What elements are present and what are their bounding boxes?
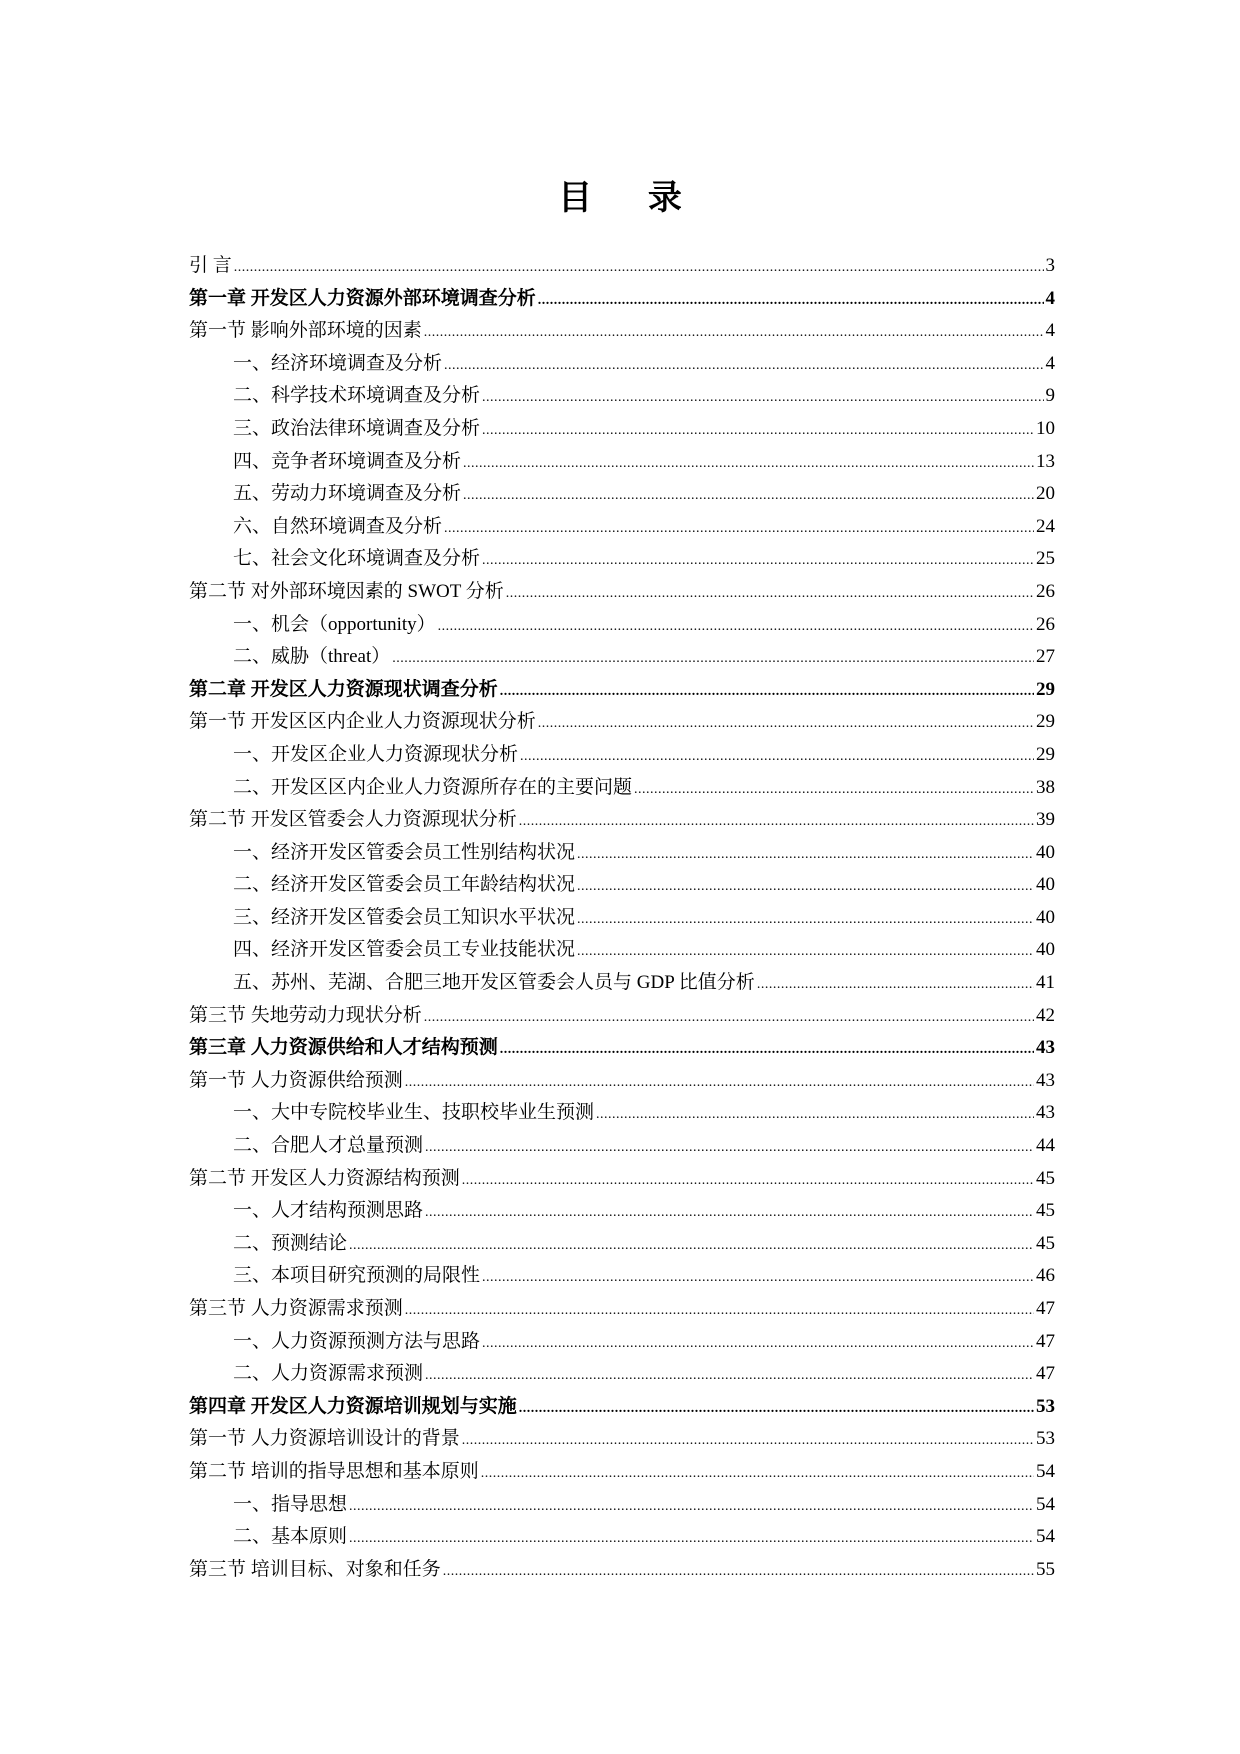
toc-subsection-entry[interactable] bbox=[189, 641, 1055, 674]
toc-subsection-entry[interactable] bbox=[189, 1228, 1055, 1261]
toc-page-number: 47 bbox=[1036, 1330, 1055, 1352]
dot-leader bbox=[405, 1295, 1034, 1328]
dot-leader bbox=[424, 317, 1044, 350]
toc-page-number: 45 bbox=[1036, 1200, 1055, 1222]
toc-subsection-entry[interactable] bbox=[189, 543, 1055, 576]
toc-page-number: 54 bbox=[1036, 1460, 1055, 1482]
dot-leader bbox=[349, 1523, 1034, 1556]
dot-leader bbox=[444, 513, 1034, 546]
toc-entry-title: 一、经济环境调查及分析 bbox=[233, 352, 443, 374]
toc-section-entry[interactable] bbox=[189, 1293, 1055, 1326]
toc-page-number: 46 bbox=[1036, 1265, 1055, 1287]
toc-entry-title: 一、人才结构预测思路 bbox=[233, 1200, 424, 1222]
toc-page-number: 47 bbox=[1036, 1298, 1055, 1319]
dot-leader bbox=[392, 643, 1034, 676]
dot-leader bbox=[634, 774, 1034, 807]
dot-leader bbox=[482, 1262, 1034, 1295]
toc-page-number: 3 bbox=[1045, 255, 1055, 276]
toc-section-entry[interactable] bbox=[189, 804, 1055, 837]
toc-subsection-entry[interactable] bbox=[189, 837, 1055, 870]
toc-subsection-entry[interactable] bbox=[189, 446, 1055, 479]
toc-subsection-entry[interactable] bbox=[189, 511, 1055, 544]
toc-subsection-entry[interactable] bbox=[189, 869, 1055, 902]
toc-page-number: 24 bbox=[1036, 515, 1055, 537]
toc-entry-title: 第三节 失地劳动力现状分析 bbox=[189, 1004, 422, 1026]
toc-subsection-entry[interactable] bbox=[189, 1195, 1055, 1228]
toc-entry-title: 二、预测结论 bbox=[233, 1232, 348, 1254]
toc-page-number: 44 bbox=[1036, 1135, 1055, 1157]
dot-leader bbox=[577, 871, 1034, 904]
dot-leader bbox=[463, 480, 1034, 513]
dot-leader bbox=[405, 1067, 1034, 1100]
toc-entry-title: 第二节 开发区管委会人力资源现状分析 bbox=[189, 809, 517, 831]
dot-leader bbox=[463, 448, 1034, 481]
toc-subsection-entry[interactable] bbox=[189, 967, 1055, 1000]
toc-page-number: 41 bbox=[1036, 972, 1055, 994]
toc-subsection-entry[interactable] bbox=[189, 380, 1055, 413]
toc-entry-title: 四、竞争者环境调查及分析 bbox=[233, 450, 462, 472]
toc-page-number: 47 bbox=[1036, 1363, 1055, 1385]
toc-page-number: 40 bbox=[1036, 939, 1055, 961]
toc-chapter-entry[interactable] bbox=[189, 1032, 1055, 1065]
toc-subsection-entry[interactable] bbox=[189, 1358, 1055, 1391]
toc-page-number: 4 bbox=[1045, 352, 1055, 374]
toc-entry-title: 三、政治法律环境调查及分析 bbox=[233, 417, 481, 439]
toc-subsection-entry[interactable] bbox=[189, 902, 1055, 935]
toc-page-number: 53 bbox=[1036, 1395, 1055, 1417]
toc-page-number: 29 bbox=[1036, 711, 1055, 733]
dot-leader bbox=[519, 806, 1034, 839]
toc-page-number: 25 bbox=[1036, 548, 1055, 570]
toc-entry-title: 二、威胁（threat） bbox=[233, 646, 391, 668]
toc-page-number: 43 bbox=[1036, 1069, 1055, 1091]
toc-subsection-entry[interactable] bbox=[189, 609, 1055, 642]
toc-entry-title: 一、经济开发区管委会员工性别结构状况 bbox=[233, 841, 576, 863]
table-of-contents bbox=[189, 250, 1055, 1586]
dot-leader bbox=[234, 252, 1044, 285]
toc-entry-title: 三、本项目研究预测的局限性 bbox=[233, 1265, 481, 1287]
toc-chapter-entry[interactable] bbox=[189, 674, 1055, 707]
toc-section-entry[interactable] bbox=[189, 1065, 1055, 1098]
toc-page-number: 54 bbox=[1036, 1526, 1055, 1548]
toc-entry-title: 一、开发区企业人力资源现状分析 bbox=[233, 743, 519, 765]
toc-subsection-entry[interactable] bbox=[189, 478, 1055, 511]
toc-entry-title: 第三节 人力资源需求预测 bbox=[189, 1298, 403, 1319]
toc-entry-title: 一、机会（opportunity） bbox=[233, 613, 436, 635]
dot-leader bbox=[506, 578, 1034, 611]
toc-entry-title: 六、自然环境调查及分析 bbox=[233, 515, 443, 537]
toc-page-number: 43 bbox=[1036, 1102, 1055, 1124]
toc-section-entry[interactable] bbox=[189, 1456, 1055, 1489]
toc-page-number: 13 bbox=[1036, 450, 1055, 472]
toc-subsection-entry[interactable] bbox=[189, 934, 1055, 967]
dot-leader bbox=[538, 285, 1044, 318]
toc-entry-title: 一、指导思想 bbox=[233, 1493, 348, 1515]
page-title: 目 录 bbox=[558, 178, 704, 218]
dot-leader bbox=[519, 1393, 1034, 1426]
toc-page-number: 40 bbox=[1036, 874, 1055, 896]
dot-leader bbox=[596, 1099, 1034, 1132]
toc-page-number: 45 bbox=[1036, 1167, 1055, 1189]
toc-subsection-entry[interactable] bbox=[189, 1326, 1055, 1359]
dot-leader bbox=[577, 936, 1034, 969]
toc-page-number: 55 bbox=[1036, 1558, 1055, 1580]
toc-page-number: 40 bbox=[1036, 906, 1055, 928]
dot-leader bbox=[424, 1002, 1034, 1035]
toc-entry-title: 二、科学技术环境调查及分析 bbox=[233, 385, 481, 407]
toc-entry-title: 第三章 人力资源供给和人才结构预测 bbox=[189, 1037, 498, 1059]
dot-leader bbox=[482, 1328, 1034, 1361]
toc-section-entry[interactable] bbox=[189, 1000, 1055, 1033]
toc-entry-title: 一、人力资源预测方法与思路 bbox=[233, 1330, 481, 1352]
toc-entry-title: 五、苏州、芜湖、合肥三地开发区管委会人员与 GDP 比值分析 bbox=[233, 972, 755, 994]
toc-entry-title: 第二节 开发区人力资源结构预测 bbox=[189, 1167, 460, 1189]
dot-leader bbox=[425, 1360, 1034, 1393]
toc-page-number: 54 bbox=[1036, 1493, 1055, 1515]
dot-leader bbox=[349, 1491, 1034, 1524]
toc-page-number: 40 bbox=[1036, 841, 1055, 863]
toc-entry-title: 第二节 对外部环境因素的 SWOT 分析 bbox=[189, 580, 504, 602]
toc-section-entry[interactable] bbox=[189, 1163, 1055, 1196]
toc-entry-title: 四、经济开发区管委会员工专业技能状况 bbox=[233, 939, 576, 961]
toc-entry-title: 第二章 开发区人力资源现状调查分析 bbox=[189, 678, 498, 700]
toc-section-entry[interactable] bbox=[189, 1423, 1055, 1456]
dot-leader bbox=[757, 969, 1034, 1002]
toc-entry-title: 引 言 bbox=[189, 255, 232, 276]
toc-section-entry[interactable] bbox=[189, 315, 1055, 348]
toc-chapter-entry[interactable] bbox=[189, 1391, 1055, 1424]
dot-leader bbox=[462, 1425, 1034, 1458]
toc-page-number: 4 bbox=[1045, 287, 1055, 309]
toc-entry-title: 第一章 开发区人力资源外部环境调查分析 bbox=[189, 287, 536, 309]
toc-entry-title: 二、合肥人才总量预测 bbox=[233, 1135, 424, 1157]
toc-page-number: 26 bbox=[1036, 613, 1055, 635]
dot-leader bbox=[443, 1556, 1034, 1589]
toc-section-entry[interactable] bbox=[189, 576, 1055, 609]
toc-entry-title: 五、劳动力环境调查及分析 bbox=[233, 483, 462, 505]
toc-entry-title: 七、社会文化环境调查及分析 bbox=[233, 548, 481, 570]
toc-entry-title: 第二节 培训的指导思想和基本原则 bbox=[189, 1460, 479, 1482]
toc-subsection-entry[interactable] bbox=[189, 772, 1055, 805]
toc-page-number: 38 bbox=[1036, 776, 1055, 798]
toc-subsection-entry[interactable] bbox=[189, 1260, 1055, 1293]
toc-entry-title: 二、经济开发区管委会员工年龄结构状况 bbox=[233, 874, 576, 896]
dot-leader bbox=[538, 708, 1034, 741]
dot-leader bbox=[425, 1197, 1034, 1230]
toc-subsection-entry[interactable] bbox=[189, 1521, 1055, 1554]
dot-leader bbox=[438, 611, 1034, 644]
toc-entry[interactable] bbox=[189, 250, 1055, 283]
dot-leader bbox=[462, 1165, 1034, 1198]
dot-leader bbox=[482, 545, 1034, 578]
dot-leader bbox=[500, 676, 1034, 709]
dot-leader bbox=[482, 415, 1034, 448]
dot-leader bbox=[349, 1230, 1034, 1263]
toc-entry-title: 第一节 影响外部环境的因素 bbox=[189, 320, 422, 342]
toc-subsection-entry[interactable] bbox=[189, 1130, 1055, 1163]
toc-entry-title: 第三节 培训目标、对象和任务 bbox=[189, 1558, 441, 1580]
toc-subsection-entry[interactable] bbox=[189, 348, 1055, 381]
toc-page-number: 26 bbox=[1036, 580, 1055, 602]
toc-subsection-entry[interactable] bbox=[189, 1489, 1055, 1522]
toc-entry-title: 第一节 开发区区内企业人力资源现状分析 bbox=[189, 711, 536, 733]
toc-page-number: 43 bbox=[1036, 1037, 1055, 1059]
toc-subsection-entry[interactable] bbox=[189, 739, 1055, 772]
toc-section-entry[interactable] bbox=[189, 706, 1055, 739]
toc-subsection-entry[interactable] bbox=[189, 1097, 1055, 1130]
toc-page-number: 27 bbox=[1036, 646, 1055, 668]
toc-page-number: 4 bbox=[1045, 320, 1055, 342]
toc-entry-title: 第一节 人力资源供给预测 bbox=[189, 1069, 403, 1091]
toc-entry-title: 三、经济开发区管委会员工知识水平状况 bbox=[233, 906, 576, 928]
toc-section-entry[interactable] bbox=[189, 1554, 1055, 1587]
dot-leader bbox=[444, 350, 1043, 383]
toc-page-number: 9 bbox=[1045, 385, 1055, 407]
toc-subsection-entry[interactable] bbox=[189, 413, 1055, 446]
toc-page-number: 29 bbox=[1036, 743, 1055, 765]
toc-page-number: 29 bbox=[1036, 678, 1055, 700]
dot-leader bbox=[500, 1034, 1034, 1067]
toc-entry-title: 第一节 人力资源培训设计的背景 bbox=[189, 1428, 460, 1450]
dot-leader bbox=[520, 741, 1034, 774]
toc-entry-title: 二、基本原则 bbox=[233, 1526, 348, 1548]
toc-entry-title: 一、大中专院校毕业生、技职校毕业生预测 bbox=[233, 1102, 595, 1124]
dot-leader bbox=[577, 904, 1034, 937]
toc-page-number: 39 bbox=[1036, 809, 1055, 831]
dot-leader bbox=[482, 382, 1043, 415]
toc-chapter-entry[interactable] bbox=[189, 283, 1055, 316]
toc-page-number: 45 bbox=[1036, 1232, 1055, 1254]
toc-page-number: 10 bbox=[1036, 417, 1055, 439]
toc-page-number: 42 bbox=[1036, 1004, 1055, 1026]
dot-leader bbox=[425, 1132, 1034, 1165]
toc-entry-title: 二、人力资源需求预测 bbox=[233, 1363, 424, 1385]
dot-leader bbox=[481, 1458, 1034, 1491]
toc-page-number: 20 bbox=[1036, 483, 1055, 505]
dot-leader bbox=[577, 839, 1034, 872]
toc-entry-title: 二、开发区区内企业人力资源所存在的主要问题 bbox=[233, 776, 633, 798]
toc-page-number: 53 bbox=[1036, 1428, 1055, 1450]
toc-entry-title: 第四章 开发区人力资源培训规划与实施 bbox=[189, 1395, 517, 1417]
